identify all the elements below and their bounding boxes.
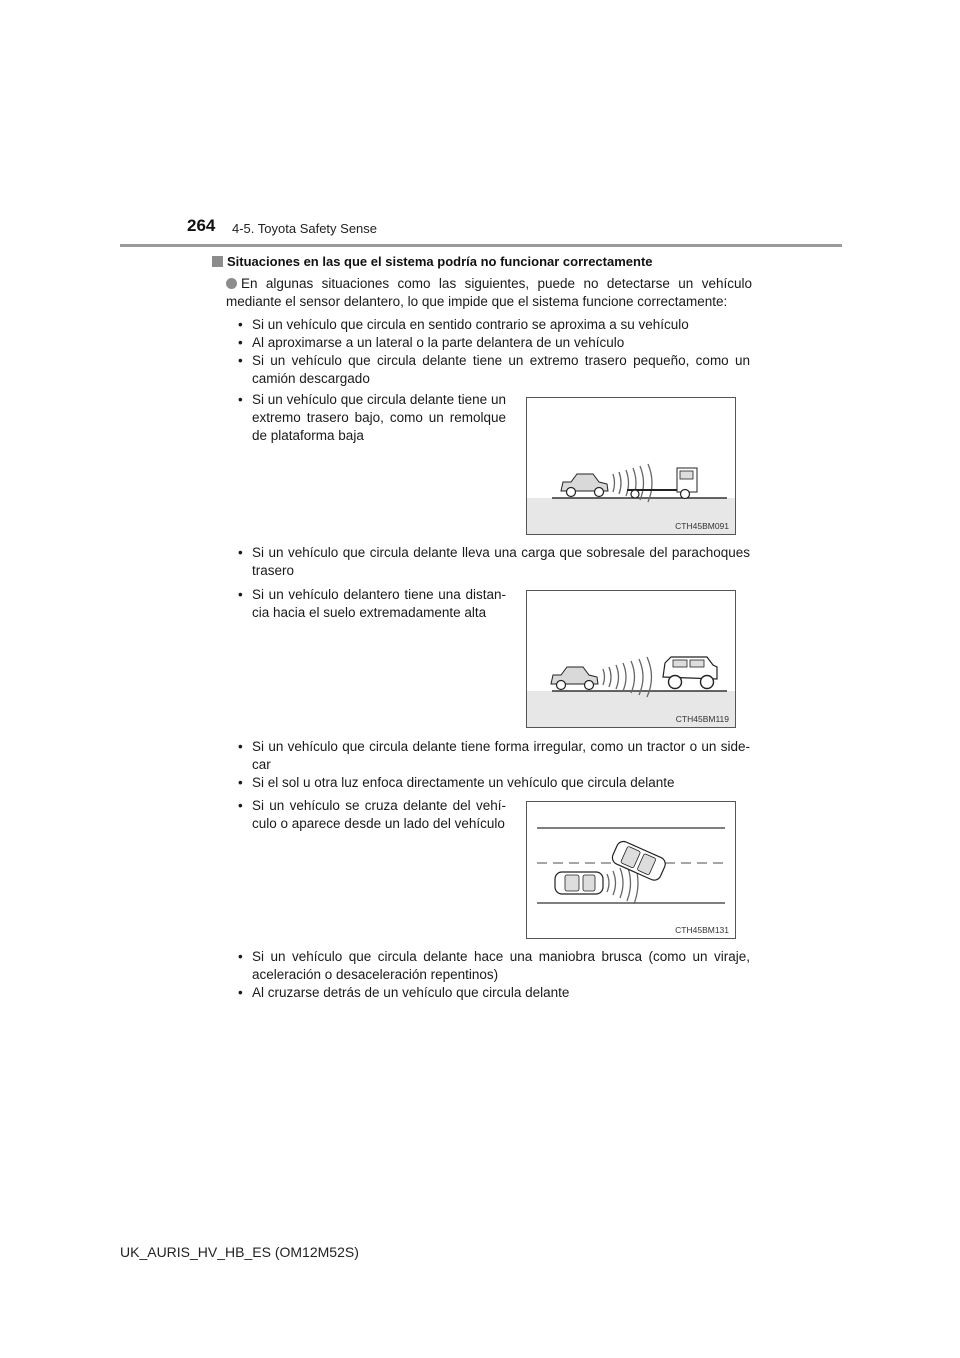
intro-text: En algunas situaciones como las siguientes, puede no detectarse un vehículo mediante el sensor delantero, lo que impide que el sistema funcione correctamente: — [226, 276, 752, 309]
bullet-list-3 — [238, 738, 750, 792]
figure-2-caption — [238, 586, 506, 622]
figure-code: CTH45BM131 — [675, 925, 729, 935]
header-rule — [120, 244, 842, 247]
list-item: • Si un vehículo que circula delante lleva una carga que sobresale del parachoques trasero — [238, 544, 750, 580]
list-item: • Si un vehículo que circula delante tiene un extremo trasero pequeño, como un camión descargado — [238, 352, 750, 388]
list-item: • Al aproximarse a un lateral o la parte delantera de un vehículo — [238, 334, 750, 352]
section-heading — [212, 254, 772, 269]
list-item: • Si un vehículo delantero tiene una distan-cia hacia el suelo extremadamente alta — [238, 586, 506, 622]
figure-cut-in — [526, 801, 736, 939]
figure-code: CTH45BM091 — [675, 521, 729, 531]
list-item: • Si un vehículo que circula delante hace una maniobra brusca (como un viraje, aceleración o desaceleración repentinos) — [238, 948, 750, 984]
intro-paragraph — [226, 275, 752, 311]
heading-text: Situaciones en las que el sistema podría no funcionar correctamente — [227, 254, 653, 269]
bullet-list-4 — [238, 948, 750, 1002]
list-item: • Si un vehículo que circula delante tiene un extremo trasero bajo, como un remolque de plataforma baja — [238, 391, 506, 445]
bullet-list-2 — [238, 544, 750, 580]
list-item: • Si un vehículo que circula en sentido contrario se aproxima a su vehículo — [238, 316, 750, 334]
page-number: 264 — [187, 216, 216, 235]
section-title: 4-5. Toyota Safety Sense — [232, 221, 378, 236]
list-item: • Al cruzarse detrás de un vehículo que circula delante — [238, 984, 750, 1002]
figure-trailer — [526, 397, 736, 535]
bullet-list-1 — [238, 316, 750, 388]
trailer-illustration — [527, 398, 735, 534]
figure-high-clearance — [526, 590, 736, 728]
list-item: • Si un vehículo que circula delante tiene forma irregular, como un tractor o un side-car — [238, 738, 750, 774]
figure-3-caption — [238, 797, 506, 833]
cut-in-illustration — [527, 802, 735, 938]
list-item: • Si el sol u otra luz enfoca directamente un vehículo que circula delante — [238, 774, 750, 792]
figure-1-caption — [238, 391, 506, 445]
document-footer: UK_AURIS_HV_HB_ES (OM12M52S) — [120, 1244, 359, 1260]
suv-illustration — [527, 591, 735, 727]
figure-code: CTH45BM119 — [675, 714, 729, 724]
circle-bullet-icon — [226, 278, 237, 289]
square-bullet-icon — [212, 256, 223, 267]
list-item: • Si un vehículo se cruza delante del vehí-culo o aparece desde un lado del vehículo — [238, 797, 506, 833]
